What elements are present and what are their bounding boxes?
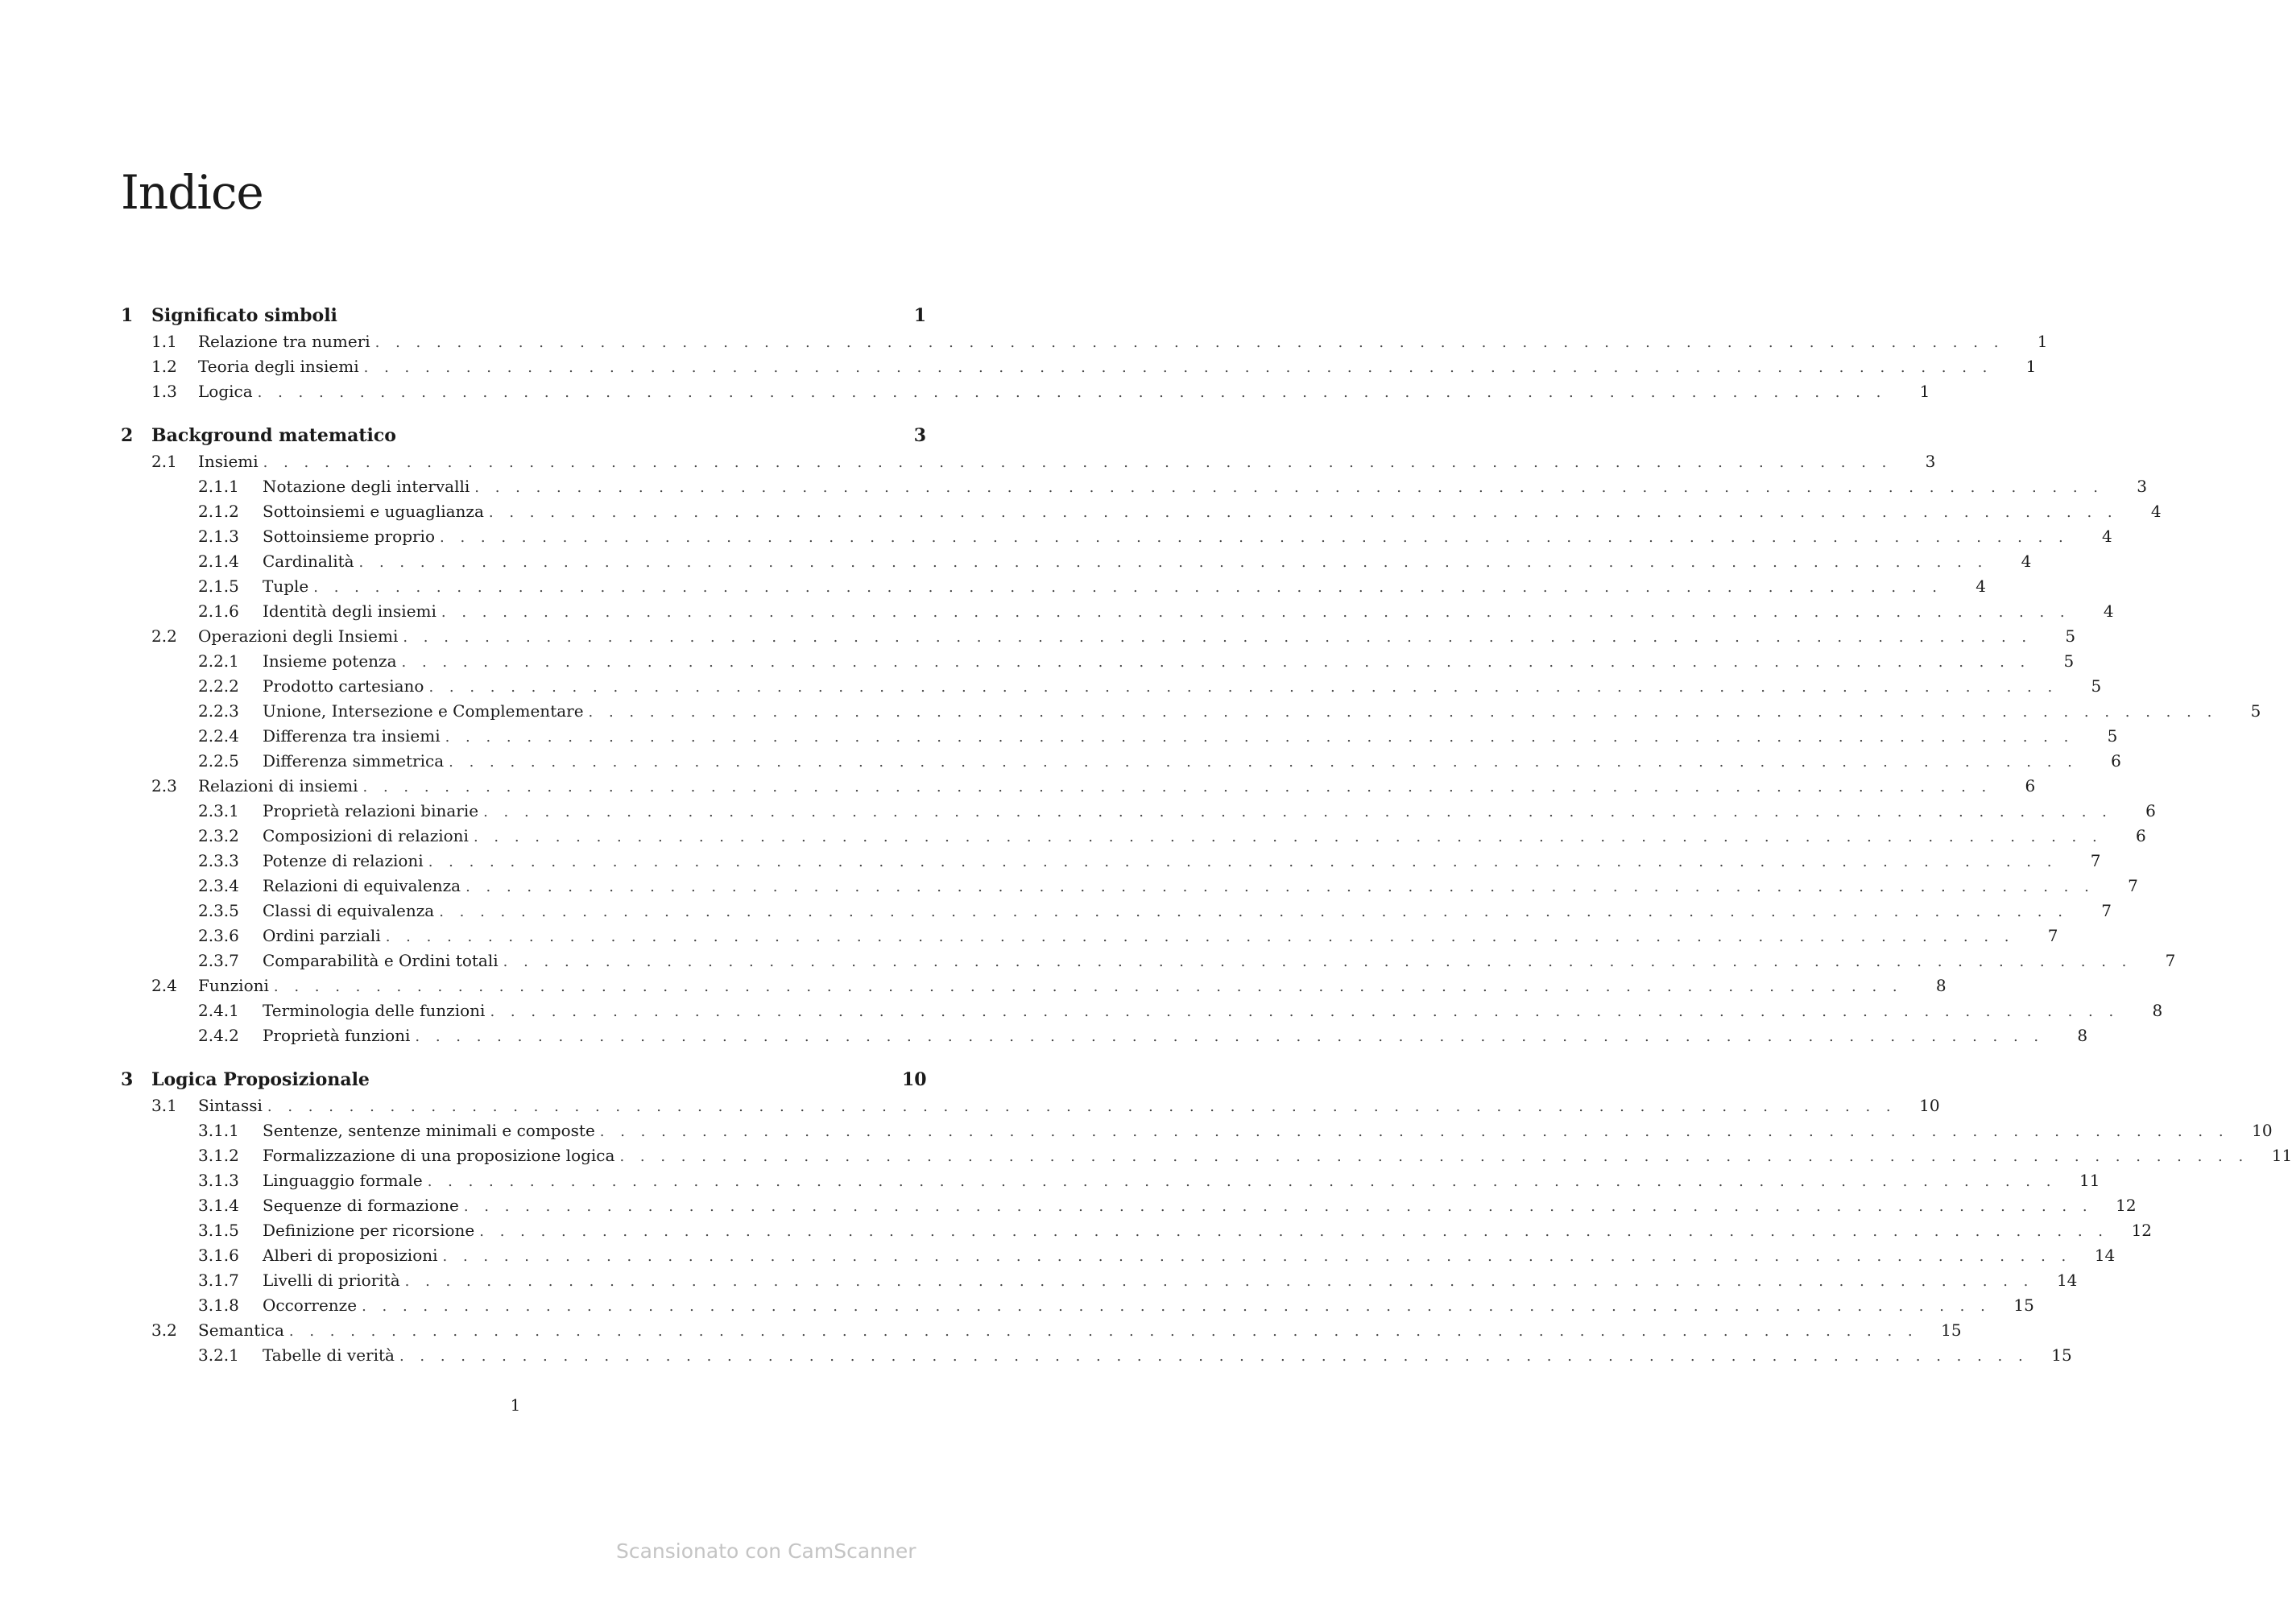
toc-dot-leader: . . . . . . . . . . . . . . . . . . . . . . . . . . . . . . . . . . . . . . . . . . . . . . . . . . . . . . . . . . . . . . . . . . . . . . . . . . . . . . . . [428,679,2058,696]
toc-entry-page: 14 [2094,1246,2116,1265]
toc-entry-title: Occorrenze [263,1295,358,1315]
toc-entry-title: Proprietà relazioni binarie [263,801,479,820]
toc-dot-leader: . . . . . . . . . . . . . . . . . . . . . . . . . . . . . . . . . . . . . . . . . . . . . . . . . . . . . . . . . . . . . . . . . . . . . . . . . . . . . . . . [401,654,2031,671]
toc-chapter-entry [121,422,926,449]
toc-dot-leader: . . . . . . . . . . . . . . . . . . . . . . . . . . . . . . . . . . . . . . . . . . . . . . . . . . . . . . . . . . . . . . . . . . . . . . . . . . . . . . . . [362,779,1992,795]
toc-entry-number: 2.4 [151,976,177,995]
toc-entry-number: 2.1.5 [198,576,239,596]
toc-dot-leader: . . . . . . . . . . . . . . . . . . . . . . . . . . . . . . . . . . . . . . . . . . . . . . . . . . . . . . . . . . . . . . . . . . . . . . . . . . . . . . . . [415,1028,2045,1045]
toc-entry-page: 3 [2137,477,2148,496]
toc-sub-entry [121,1268,2078,1293]
toc-entry-title: Insiemi [198,452,259,471]
toc-dot-leader: . . . . . . . . . . . . . . . . . . . . . . . . . . . . . . . . . . . . . . . . . . . . . . . . . . . . . . . . . . . . . . . . . . . . . . . . . . . . . . . . [263,454,1893,471]
toc-entry-number: 2.3.3 [198,851,239,870]
toc-entry-number: 3.1.7 [198,1271,239,1290]
toc-sub-entry [121,1193,2137,1218]
toc-section-entry [121,1093,1940,1118]
camscanner-watermark: Scansionato con CamScanner [616,1539,916,1563]
toc-entry-title: Tuple [263,576,309,596]
toc-dot-leader: . . . . . . . . . . . . . . . . . . . . . . . . . . . . . . . . . . . . . . . . . . . . . . . . . . . . . . . . . . . . . . . . . . . . . . . . . . . . . . . . [385,928,2015,945]
toc-section-entry [121,973,1947,998]
toc-entry-number: 2.3.5 [198,901,239,920]
toc-entry-number: 2.2.1 [198,651,239,671]
toc-entry-page: 1 [913,305,926,326]
page-number: 1 [510,1395,521,1415]
toc-entry-title: Logica [198,382,253,401]
toc-entry-number: 2.4.1 [198,1001,239,1020]
toc-entry-number: 3.2 [151,1320,177,1340]
toc-entry-page: 7 [2090,851,2101,870]
toc-entry-page: 4 [2103,601,2114,621]
toc-dot-leader: . . . . . . . . . . . . . . . . . . . . . . . . . . . . . . . . . . . . . . . . . . . . . . . . . . . . . . . . . . . . . . . . . . . . . . . . . . . . . . . . [441,604,2071,621]
toc-sub-entry [121,474,2148,499]
toc-entry-page: 5 [2065,626,2076,646]
toc-entry-page: 7 [2101,901,2112,920]
toc-entry-number: 2.4.2 [198,1026,239,1045]
toc-dot-leader: . . . . . . . . . . . . . . . . . . . . . . . . . . . . . . . . . . . . . . . . . . . . . . . . . . . . . . . . . . . . . . . . . . . . . . . . . . . . . . . . [273,978,1903,995]
toc-entry-title: Semantica [198,1320,284,1340]
toc-sub-entry [121,874,2138,899]
toc-entry-title: Insieme potenza [263,651,397,671]
toc-sub-entry [121,824,2146,849]
toc-dot-leader: . . . . . . . . . . . . . . . . . . . . . . . . . . . . . . . . . . . . . . . . . . . . . . . . . . . . . . . . . . . . . . . . . . . . . . . . . . . . . . . . [479,1223,2109,1240]
toc-dot-leader: . . . . . . . . . . . . . . . . . . . . . . . . . . . . . . . . . . . . . . . . . . . . . . . . . . . . . . . . . . . . . . . . . . . . . . . . . . . . . . . . [619,1148,2249,1165]
toc-dot-leader: . . . . . . . . . . . . . . . . . . . . . . . . . . . . . . . . . . . . . . . . . . . . . . . . . . . . . . . . . . . . . . . . . . . . . . . . . . . . . . . . [358,554,1988,571]
toc-sub-entry [121,549,2032,574]
toc-sub-entry [121,674,2102,699]
toc-dot-leader: . . . . . . . . . . . . . . . . . . . . . . . . . . . . . . . . . . . . . . . . . . . . . . . . . . . . . . . . . . . . . . . . . . . . . . . . . . . . . . . . [399,1348,2029,1365]
toc-entry-page: 3 [913,425,926,446]
toc-entry-title: Terminologia delle funzioni [263,1001,486,1020]
toc-dot-leader: . . . . . . . . . . . . . . . . . . . . . . . . . . . . . . . . . . . . . . . . . . . . . . . . . . . . . . . . . . . . . . . . . . . . . . . . . . . . . . . . [288,1323,1918,1340]
toc-entry-page: 3 [1925,452,1936,471]
toc-entry-title: Proprietà funzioni [263,1026,411,1045]
toc-entry-page: 1 [1919,382,1930,401]
toc-entry-page: 15 [2051,1345,2072,1365]
toc-sub-entry [121,649,2075,674]
toc-entry-page: 6 [2025,776,2036,795]
toc-entry-number: 2.2 [151,626,177,646]
toc-dot-leader: . . . . . . . . . . . . . . . . . . . . . . . . . . . . . . . . . . . . . . . . . . . . . . . . . . . . . . . . . . . . . . . . . . . . . . . . . . . . . . . . [442,1248,2072,1265]
toc-entry-number: 2.2.2 [198,676,239,696]
toc-entry-number: 1.2 [151,357,177,376]
toc-dot-leader: . . . . . . . . . . . . . . . . . . . . . . . . . . . . . . . . . . . . . . . . . . . . . . . . . . . . . . . . . . . . . . . . . . . . . . . . . . . . . . . . [463,1198,2093,1215]
toc-entry-page: 7 [2047,926,2058,945]
toc-entry-number: 3.2.1 [198,1345,239,1365]
toc-entry-page: 8 [2077,1026,2088,1045]
toc-entry-title: Sottoinsiemi e uguaglianza [263,502,484,521]
toc-sub-entry [121,1143,2292,1168]
toc-entry-number: 2.3.2 [198,826,239,845]
toc-entry-page: 4 [1976,576,1987,596]
toc-dot-leader: . . . . . . . . . . . . . . . . . . . . . . . . . . . . . . . . . . . . . . . . . . . . . . . . . . . . . . . . . . . . . . . . . . . . . . . . . . . . . . . . [473,829,2103,845]
toc-entry-number: 3.1 [151,1096,177,1115]
toc-entry-page: 5 [2107,726,2118,746]
toc-entry-number: 2.2.5 [198,751,239,771]
toc-section-entry [121,354,2037,379]
toc-sub-entry [121,574,1987,599]
toc-entry-number: 1.1 [151,332,177,351]
toc-dot-leader: . . . . . . . . . . . . . . . . . . . . . . . . . . . . . . . . . . . . . . . . . . . . . . . . . . . . . . . . . . . . . . . . . . . . . . . . . . . . . . . . [588,704,2218,721]
toc-chapter-entry [121,302,926,329]
toc-dot-leader: . . . . . . . . . . . . . . . . . . . . . . . . . . . . . . . . . . . . . . . . . . . . . . . . . . . . . . . . . . . . . . . . . . . . . . . . . . . . . . . . [257,384,1887,401]
toc-section-entry [121,379,1930,404]
toc-entry-title: Potenze di relazioni [263,851,424,870]
toc-entry-page: 12 [2131,1221,2153,1240]
toc-entry-title: Classi di equivalenza [263,901,435,920]
toc-sub-entry [121,899,2112,924]
toc-entry-title: Operazioni degli Insiemi [198,626,399,646]
toc-entry-page: 8 [2152,1001,2163,1020]
toc-entry-number: 3.1.1 [198,1121,239,1140]
toc-entry-title: Differenza simmetrica [263,751,445,771]
toc-entry-title: Comparabilità e Ordini totali [263,951,499,970]
toc-dot-leader: . . . . . . . . . . . . . . . . . . . . . . . . . . . . . . . . . . . . . . . . . . . . . . . . . . . . . . . . . . . . . . . . . . . . . . . . . . . . . . . . [363,359,1993,376]
toc-entry-title: Sentenze, sentenze minimali e composte [263,1121,595,1140]
toc-entry-number: 3 [121,1069,134,1090]
toc-entry-number: 2.3.1 [198,801,239,820]
toc-entry-number: 2.1.1 [198,477,239,496]
toc-entry-title: Prodotto cartesiano [263,676,424,696]
toc-entry-page: 4 [2150,502,2162,521]
toc-entry-page: 5 [2250,701,2261,721]
toc-entry-title: Differenza tra insiemi [263,726,441,746]
toc-entry-title: Significato simboli [151,305,337,326]
toc-entry-number: 3.1.2 [198,1146,239,1165]
toc-sub-entry [121,948,2176,973]
toc-dot-leader: . . . . . . . . . . . . . . . . . . . . . . . . . . . . . . . . . . . . . . . . . . . . . . . . . . . . . . . . . . . . . . . . . . . . . . . . . . . . . . . . [428,853,2058,870]
toc-sub-entry [121,924,2058,948]
toc-dot-leader: . . . . . . . . . . . . . . . . . . . . . . . . . . . . . . . . . . . . . . . . . . . . . . . . . . . . . . . . . . . . . . . . . . . . . . . . . . . . . . . . [439,903,2068,920]
toc-entry-number: 2.3.4 [198,876,239,895]
toc-sub-entry [121,524,2112,549]
toc-entry-number: 2.1.4 [198,552,239,571]
toc-entry-page: 8 [1935,976,1947,995]
toc-entry-title: Identità degli insiemi [263,601,436,621]
toc-entry-page: 11 [2271,1146,2292,1165]
toc-entry-title: Ordini parziali [263,926,381,945]
toc-dot-leader: . . . . . . . . . . . . . . . . . . . . . . . . . . . . . . . . . . . . . . . . . . . . . . . . . . . . . . . . . . . . . . . . . . . . . . . . . . . . . . . . [474,479,2104,496]
toc-section-entry [121,1318,1962,1343]
toc-entry-number: 1 [121,305,134,326]
table-of-contents [121,302,2292,1368]
toc-sub-entry [121,1293,2034,1318]
toc-entry-title: Unione, Intersezione e Complementare [263,701,584,721]
toc-entry-title: Relazioni di insiemi [198,776,358,795]
toc-entry-number: 3.1.5 [198,1221,239,1240]
toc-entry-number: 2.3.6 [198,926,239,945]
toc-sub-entry [121,849,2101,874]
toc-sub-entry [121,749,2121,774]
toc-entry-page: 10 [902,1069,927,1090]
toc-dot-leader: . . . . . . . . . . . . . . . . . . . . . . . . . . . . . . . . . . . . . . . . . . . . . . . . . . . . . . . . . . . . . . . . . . . . . . . . . . . . . . . . [599,1123,2229,1140]
toc-dot-leader: . . . . . . . . . . . . . . . . . . . . . . . . . . . . . . . . . . . . . . . . . . . . . . . . . . . . . . . . . . . . . . . . . . . . . . . . . . . . . . . . [313,579,1943,596]
toc-entry-number: 2 [121,425,134,446]
toc-sub-entry [121,699,2261,724]
toc-entry-number: 2.2.4 [198,726,239,746]
toc-entry-number: 2.1 [151,452,177,471]
toc-sub-entry [121,1343,2072,1368]
toc-entry-title: Livelli di priorità [263,1271,400,1290]
toc-entry-page: 14 [2056,1271,2078,1290]
toc-entry-title: Funzioni [198,976,269,995]
toc-dot-leader: . . . . . . . . . . . . . . . . . . . . . . . . . . . . . . . . . . . . . . . . . . . . . . . . . . . . . . . . . . . . . . . . . . . . . . . . . . . . . . . . [483,804,2112,820]
toc-sub-entry [121,1243,2116,1268]
toc-section-entry [121,624,2076,649]
toc-entry-page: 1 [2037,332,2048,351]
toc-entry-page: 1 [2025,357,2037,376]
toc-entry-title: Relazioni di equivalenza [263,876,461,895]
toc-dot-leader: . . . . . . . . . . . . . . . . . . . . . . . . . . . . . . . . . . . . . . . . . . . . . . . . . . . . . . . . . . . . . . . . . . . . . . . . . . . . . . . . [362,1298,1991,1315]
toc-entry-number: 2.2.3 [198,701,239,721]
toc-entry-number: 2.1.2 [198,502,239,521]
toc-dot-leader: . . . . . . . . . . . . . . . . . . . . . . . . . . . . . . . . . . . . . . . . . . . . . . . . . . . . . . . . . . . . . . . . . . . . . . . . . . . . . . . . [449,754,2078,771]
toc-entry-title: Teoria degli insiemi [198,357,359,376]
toc-section-entry [121,329,2048,354]
toc-sub-entry [121,1218,2153,1243]
toc-entry-page: 6 [2145,801,2156,820]
toc-sub-entry [121,1168,2100,1193]
toc-entry-title: Background matematico [151,425,396,446]
toc-entry-number: 3.1.3 [198,1171,239,1190]
toc-entry-page: 15 [2013,1295,2034,1315]
toc-section-entry [121,774,2036,799]
toc-entry-title: Sintassi [198,1096,263,1115]
toc-entry-title: Linguaggio formale [263,1171,423,1190]
toc-entry-title: Logica Proposizionale [151,1069,370,1090]
toc-dot-leader: . . . . . . . . . . . . . . . . . . . . . . . . . . . . . . . . . . . . . . . . . . . . . . . . . . . . . . . . . . . . . . . . . . . . . . . . . . . . . . . . [404,1273,2034,1290]
toc-entry-page: 6 [2111,751,2121,771]
toc-entry-page: 5 [2091,676,2102,696]
toc-entry-title: Tabelle di verità [263,1345,395,1365]
toc-entry-number: 2.3.7 [198,951,239,970]
toc-sub-entry [121,998,2163,1023]
toc-entry-page: 7 [2165,951,2176,970]
toc-entry-number: 2.1.6 [198,601,239,621]
toc-dot-leader: . . . . . . . . . . . . . . . . . . . . . . . . . . . . . . . . . . . . . . . . . . . . . . . . . . . . . . . . . . . . . . . . . . . . . . . . . . . . . . . . [488,504,2118,521]
toc-dot-leader: . . . . . . . . . . . . . . . . . . . . . . . . . . . . . . . . . . . . . . . . . . . . . . . . . . . . . . . . . . . . . . . . . . . . . . . . . . . . . . . . [440,529,2069,546]
toc-entry-title: Formalizzazione di una proposizione logica [263,1146,615,1165]
toc-entry-page: 10 [2252,1121,2273,1140]
toc-sub-entry [121,724,2118,749]
toc-entry-page: 7 [2128,876,2138,895]
toc-dot-leader: . . . . . . . . . . . . . . . . . . . . . . . . . . . . . . . . . . . . . . . . . . . . . . . . . . . . . . . . . . . . . . . . . . . . . . . . . . . . . . . . [490,1003,2120,1020]
toc-entry-page: 10 [1919,1096,1940,1115]
toc-entry-page: 5 [2063,651,2075,671]
toc-chapter-entry [121,1066,926,1093]
toc-entry-page: 4 [2102,527,2112,546]
toc-dot-leader: . . . . . . . . . . . . . . . . . . . . . . . . . . . . . . . . . . . . . . . . . . . . . . . . . . . . . . . . . . . . . . . . . . . . . . . . . . . . . . . . [445,729,2075,746]
toc-section-entry [121,449,1936,474]
toc-sub-entry [121,1118,2273,1143]
toc-entry-title: Alberi di proposizioni [263,1246,438,1265]
toc-sub-entry [121,1023,2088,1048]
toc-entry-title: Sequenze di formazione [263,1196,459,1215]
toc-entry-title: Composizioni di relazioni [263,826,469,845]
toc-entry-number: 2.3 [151,776,177,795]
toc-entry-page: 4 [2021,552,2032,571]
toc-sub-entry [121,799,2156,824]
toc-entry-title: Notazione degli intervalli [263,477,470,496]
toc-dot-leader: . . . . . . . . . . . . . . . . . . . . . . . . . . . . . . . . . . . . . . . . . . . . . . . . . . . . . . . . . . . . . . . . . . . . . . . . . . . . . . . . [503,953,2133,970]
toc-entry-number: 3.1.4 [198,1196,239,1215]
toc-entry-number: 2.1.3 [198,527,239,546]
toc-entry-title: Relazione tra numeri [198,332,370,351]
toc-entry-title: Definizione per ricorsione [263,1221,475,1240]
toc-sub-entry [121,499,2162,524]
toc-entry-page: 12 [2116,1196,2137,1215]
toc-dot-leader: . . . . . . . . . . . . . . . . . . . . . . . . . . . . . . . . . . . . . . . . . . . . . . . . . . . . . . . . . . . . . . . . . . . . . . . . . . . . . . . . [374,334,2004,351]
toc-entry-page: 6 [2135,826,2146,845]
toc-entry-title: Sottoinsieme proprio [263,527,435,546]
toc-dot-leader: . . . . . . . . . . . . . . . . . . . . . . . . . . . . . . . . . . . . . . . . . . . . . . . . . . . . . . . . . . . . . . . . . . . . . . . . . . . . . . . . [465,878,2095,895]
toc-entry-page: 11 [2079,1171,2100,1190]
toc-entry-number: 3.1.8 [198,1295,239,1315]
toc-entry-number: 1.3 [151,382,177,401]
toc-dot-leader: . . . . . . . . . . . . . . . . . . . . . . . . . . . . . . . . . . . . . . . . . . . . . . . . . . . . . . . . . . . . . . . . . . . . . . . . . . . . . . . . [427,1173,2057,1190]
toc-entry-title: Cardinalità [263,552,354,571]
toc-entry-page: 15 [1941,1320,1962,1340]
toc-dot-leader: . . . . . . . . . . . . . . . . . . . . . . . . . . . . . . . . . . . . . . . . . . . . . . . . . . . . . . . . . . . . . . . . . . . . . . . . . . . . . . . . [403,629,2033,646]
toc-entry-number: 3.1.6 [198,1246,239,1265]
page-title: Indice [121,165,263,220]
toc-dot-leader: . . . . . . . . . . . . . . . . . . . . . . . . . . . . . . . . . . . . . . . . . . . . . . . . . . . . . . . . . . . . . . . . . . . . . . . . . . . . . . . . [267,1098,1897,1115]
toc-sub-entry [121,599,2114,624]
